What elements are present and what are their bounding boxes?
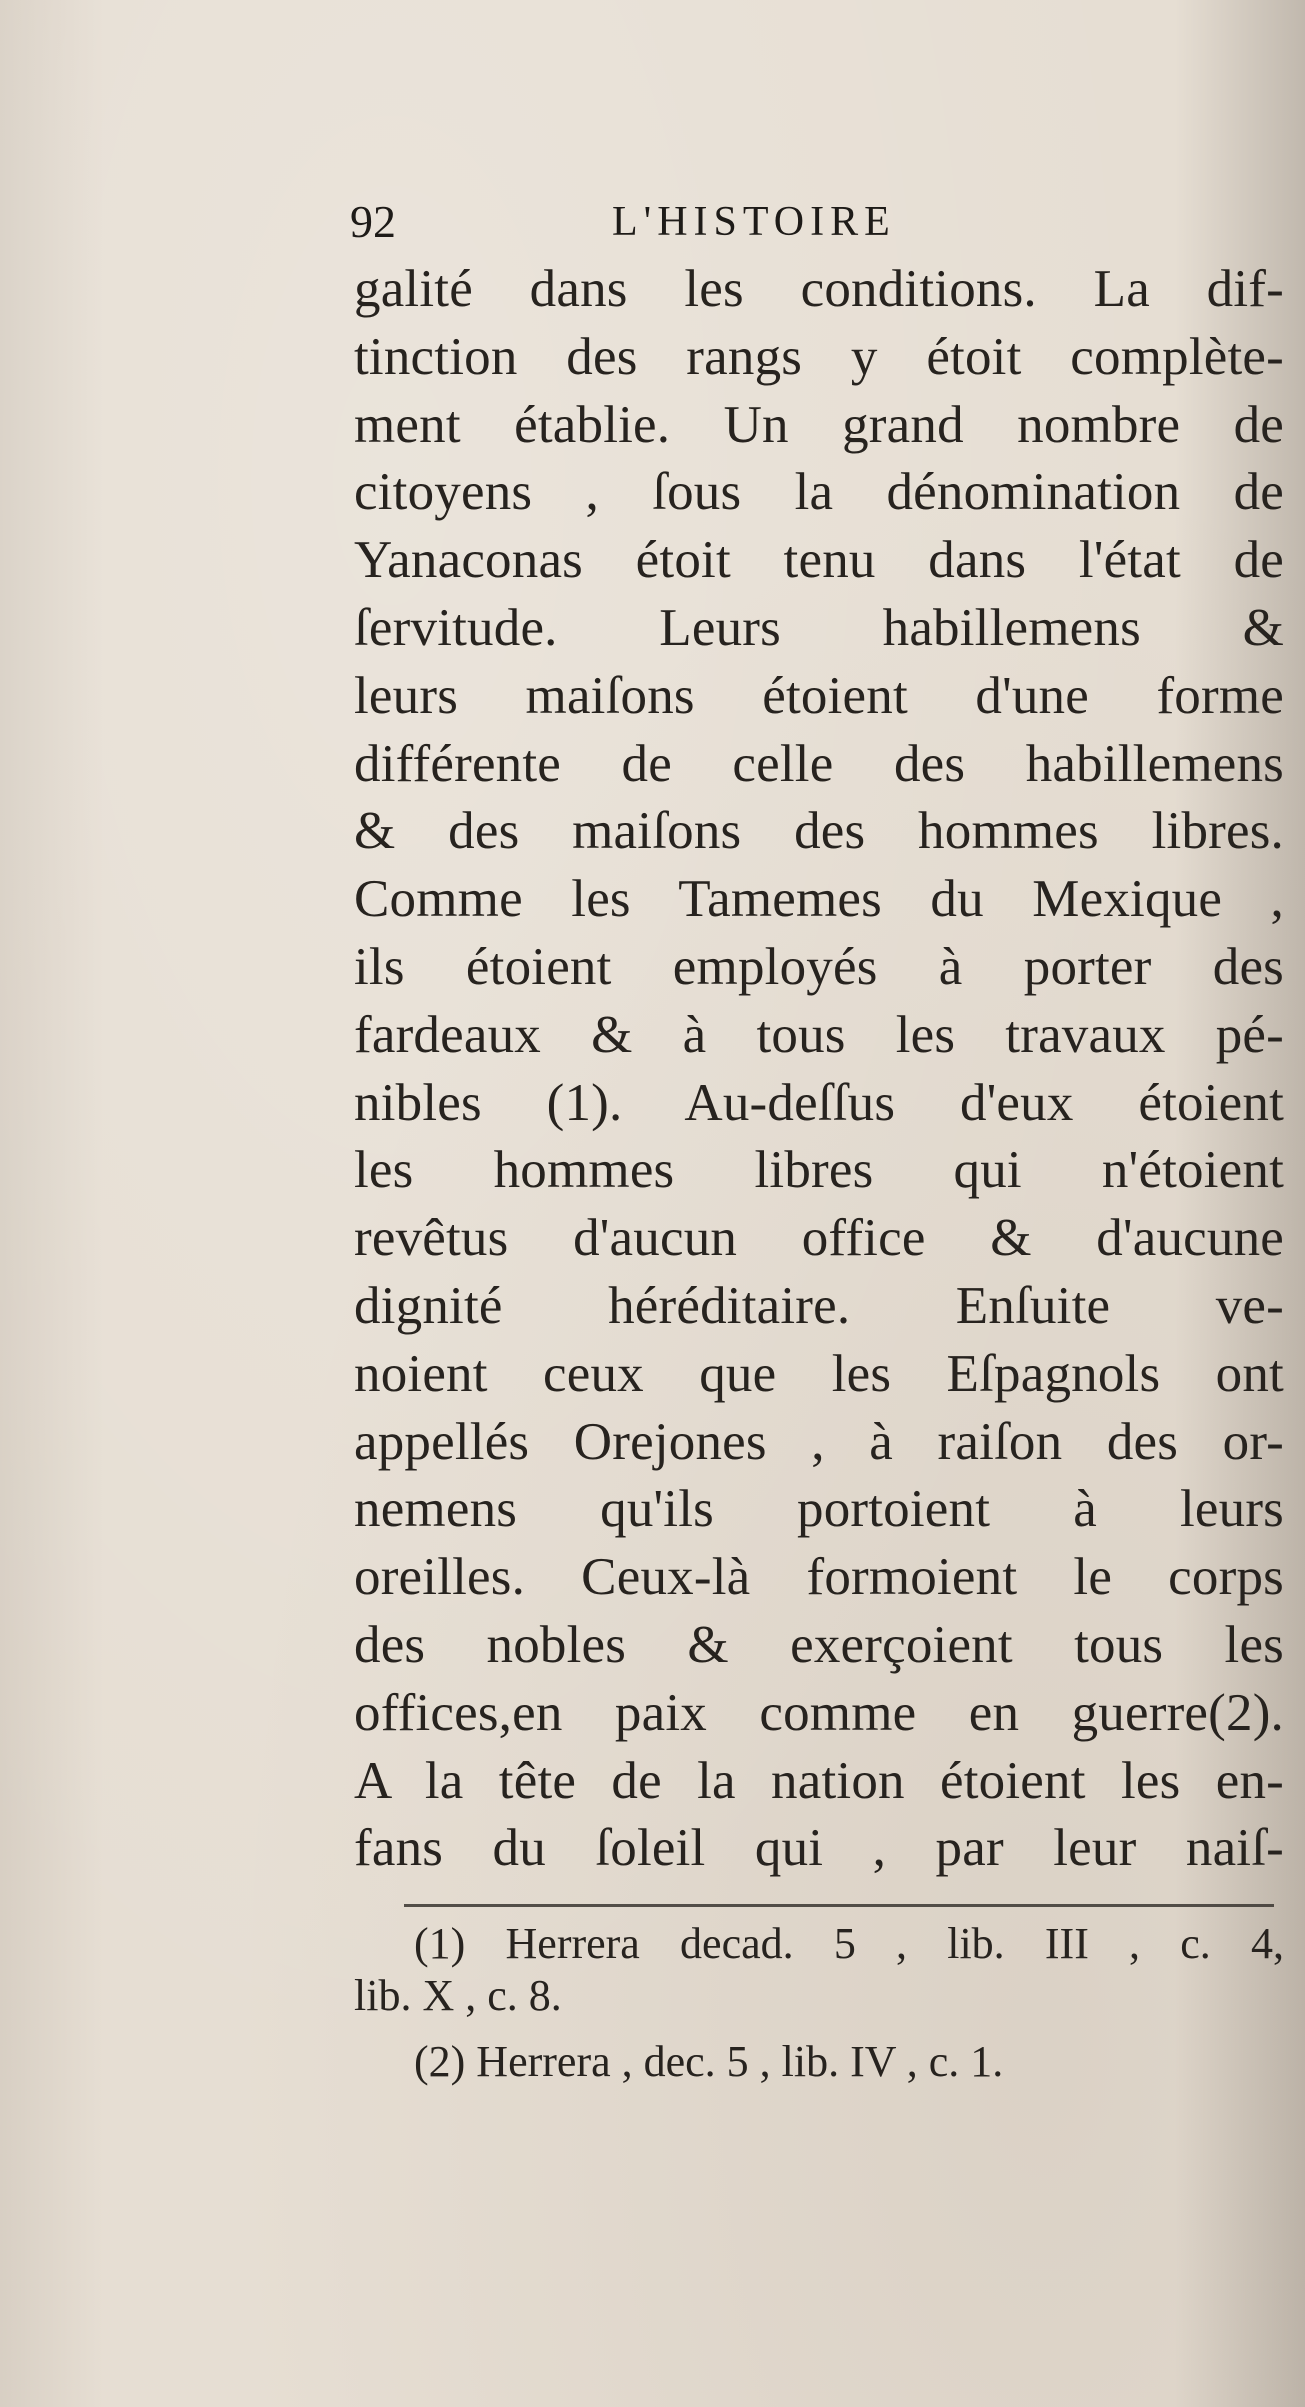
text-line: tinction des rangs y étoit complète- bbox=[354, 327, 1284, 386]
text-line: dignité héréditaire. Enſuite ve- bbox=[354, 1276, 1284, 1335]
body-text bbox=[354, 256, 1284, 1883]
text-line: ils étoient employés à porter des bbox=[354, 937, 1284, 996]
text-line: nemens qu'ils portoient à leurs bbox=[354, 1480, 1284, 1539]
page-header bbox=[350, 192, 1000, 252]
text-line: oreilles. Ceux-là formoient le corps bbox=[354, 1548, 1284, 1607]
text-line: les hommes libres qui n'étoient bbox=[354, 1141, 1284, 1200]
text-line: galité dans les conditions. La dif- bbox=[354, 260, 1284, 318]
text-line: fans du ſoleil qui , par leur naiſ- bbox=[354, 1819, 1284, 1878]
text-line: & des maiſons des hommes libres. bbox=[354, 802, 1284, 861]
text-line: appellés Orejones , à raiſon des or- bbox=[354, 1412, 1284, 1471]
footnotes bbox=[354, 1918, 1284, 2088]
text-line: différente de celle des habillemens bbox=[354, 734, 1284, 793]
text-line: des nobles & exerçoient tous les bbox=[354, 1615, 1284, 1674]
footnote-1: (1) Herrera decad. 5 , lib. III , c. 4, bbox=[414, 1919, 1284, 1968]
running-head: L'HISTOIRE bbox=[612, 199, 896, 245]
text-line: Yanaconas étoit tenu dans l'état de bbox=[354, 531, 1284, 590]
text-line: leurs maiſons étoient d'une forme bbox=[354, 666, 1284, 725]
footnote-1-continued: lib. X , c. 8. bbox=[354, 1971, 562, 2020]
page-number: 92 bbox=[350, 196, 396, 247]
text-line: revêtus d'aucun office & d'aucune bbox=[354, 1209, 1284, 1268]
footnote-2: (2) Herrera , dec. 5 , lib. IV , c. 1. bbox=[414, 2037, 1004, 2086]
text-line: Comme les Tamemes du Mexique , bbox=[354, 870, 1284, 929]
text-line: nibles (1). Au-deſſus d'eux étoient bbox=[354, 1073, 1284, 1132]
text-line: offices,en paix comme en guerre(2). bbox=[354, 1683, 1284, 1742]
text-line: fardeaux & à tous les travaux pé- bbox=[354, 1005, 1284, 1064]
text-line: citoyens , ſous la dénomination de bbox=[354, 463, 1284, 522]
footnote-rule bbox=[404, 1904, 1274, 1907]
text-line: noient ceux que les Eſpagnols ont bbox=[354, 1344, 1284, 1403]
text-line: ment établie. Un grand nombre de bbox=[354, 395, 1284, 454]
text-line: A la tête de la nation étoient les en- bbox=[354, 1751, 1284, 1810]
text-line: ſervitude. Leurs habillemens & bbox=[354, 598, 1284, 657]
